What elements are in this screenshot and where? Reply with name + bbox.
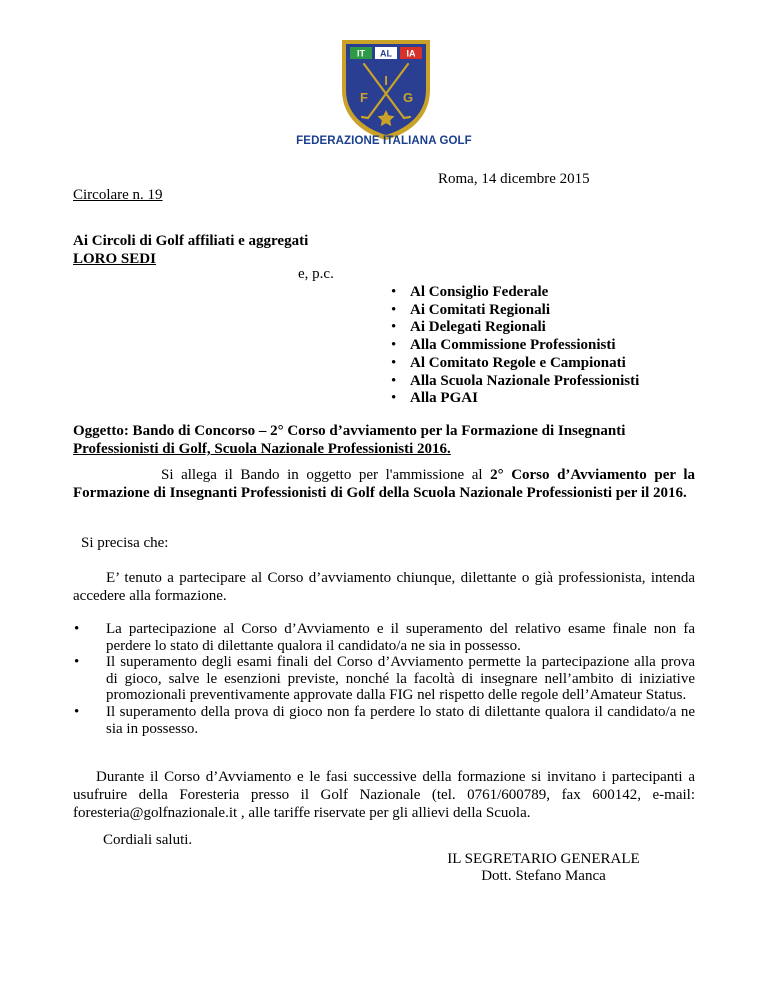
cc-list-item: • Al Comitato Regole e Campionati [391,355,639,373]
paragraph-eligibility [73,569,695,605]
si-precisa: Si precisa che: [81,535,169,551]
cc-list-item: • Ai Delegati Regionali [391,319,639,337]
cc-list-item: • Alla Commissione Professionisti [391,337,639,355]
flag-letters-it: IT [357,48,365,59]
signature-title: IL SEGRETARIO GENERALE [447,851,640,867]
paragraph-attachment [73,466,695,502]
cc-list-item: • Ai Comitati Regionali [391,302,639,320]
fig-logo [340,38,432,142]
paragraph-attachment-bold: 2° Corso d’Avviamento per la Formazione di Insegnanti Professionisti di Golf della Scuola Nazionale Professionisti per il 2016. [73,467,695,501]
subject-part2: Professionisti di Golf, Scuola Nazionale Professionisti 2016. [73,441,451,457]
subject-part1: Oggetto: Bando di Concorso – 2° Corso d’avviamento per la Formazione di Insegnanti [73,423,626,439]
conditions-list-item: • Il superamento della prova di gioco non fa perdere lo stato di dilettante qualora il candidato/a ne sia in possesso. [73,704,695,737]
paragraph-attachment-intro: Si allega il Bando in oggetto per l'ammissione al [161,467,491,483]
date-line: Roma, 14 dicembre 2015 [438,171,590,187]
crest-letter-g: G [402,90,414,105]
closing-greeting: Cordiali saluti. [103,832,193,848]
cc-list-item: • Al Consiglio Federale [391,284,639,302]
paragraph-foresteria-text: Durante il Corso d’Avviamento e le fasi successive della formazione si invitano i partecipanti a usufruire della Foresteria presso il Golf Nazionale (tel. 0761/600789, fax 600142, e-mail: foresteria@golfnazionale.it , alle tariffe riservate per gli allievi della Scuola. [73,769,695,821]
conditions-list [73,621,695,737]
recipients-block [73,232,308,268]
organization-name: FEDERAZIONE ITALIANA GOLF [296,135,472,147]
flag-letters-ia: IA [406,48,416,59]
flag-letters-al: AL [380,48,392,59]
crest-letter-f: F [360,90,368,105]
recipients-line: Ai Circoli di Golf affiliati e aggregati [73,233,309,249]
circular-number: Circolare n. 19 [73,187,163,203]
subject-line [73,422,695,458]
paragraph-foresteria [73,768,695,822]
signature-block [441,851,646,885]
epc-label: e, p.c. [298,266,334,282]
signature-name: Dott. Stefano Manca [481,868,606,884]
conditions-list-item: • Il superamento degli esami finali del Corso d’Avviamento permette la partecipazione alla prova di gioco, salve le esenzioni previste, nonché la facoltà di insegnare nell’ambito di iniziative promozionali preventivamente approvate dalla FIG nel rispetto delle regole dell’Amateur Status. [73,654,695,704]
paragraph-eligibility-text: E’ tenuto a partecipare al Corso d’avviamento chiunque, dilettante o già professionista, intenda accedere alla formazione. [73,570,695,604]
crest-letter-i: I [384,73,388,88]
cc-list [391,284,639,408]
conditions-list-item: • La partecipazione al Corso d’Avviamento e il superamento del relativo esame finale non fa perdere lo stato di dilettante qualora il candidato/a ne sia in possesso. [73,621,695,654]
cc-list-item: • Alla Scuola Nazionale Professionisti [391,373,639,391]
loro-sedi: LORO SEDI [73,251,156,267]
cc-list-item: • Alla PGAI [391,390,639,408]
